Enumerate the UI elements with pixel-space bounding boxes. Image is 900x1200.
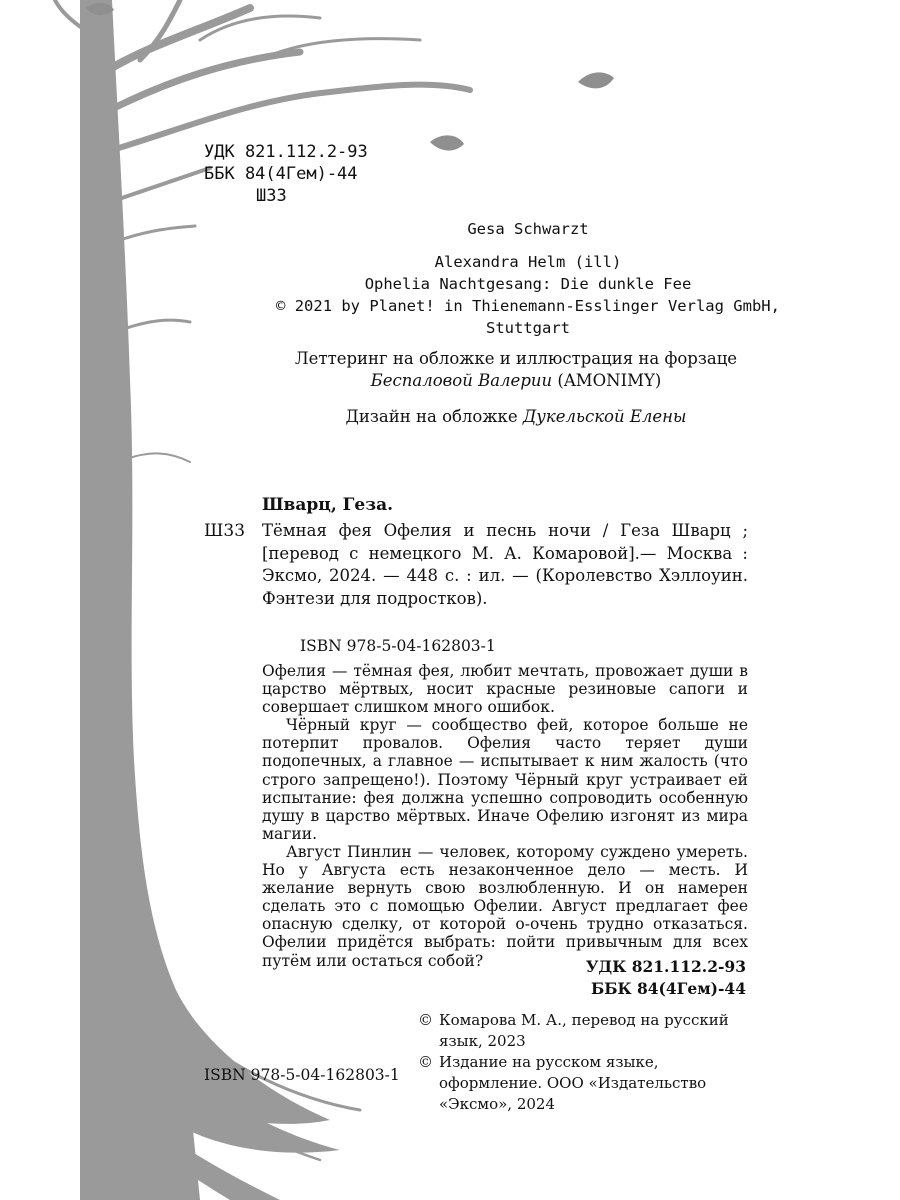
edition-copyright-text: Издание на русском языке, оформление. ООО «Издательство «Эксмо», 2024 — [439, 1053, 707, 1113]
tree-branch — [116, 168, 210, 200]
tree-branch — [140, 0, 180, 60]
original-copyright: © 2021 by Planet! in Thienemann-Esslinger Verlag GmbH, — [276, 297, 780, 315]
translation-copyright-text: Комарова М. А., перевод на русский язык, 2023 — [439, 1011, 729, 1050]
copyright-mark: © — [418, 1053, 433, 1071]
cover-design-label: Дизайн на обложке — [345, 407, 523, 426]
annotation-paragraph: Офелия — тёмная фея, любит мечтать, провожает души в царство мёртвых, носит красные резиновые сапоги и совершает слишком много ошибок. — [262, 662, 748, 717]
tree-branch — [108, 8, 250, 70]
catalog-isbn: ISBN 978-5-04-162803-1 — [300, 637, 496, 655]
annotation-paragraph: Чёрный круг — сообщество фей, которое больше не потерпит провалов. Офелия часто теряет души подопечных, а главное — испытывает к ним жалость (что строго запрещено!). Поэтому Чёрный круг устраивает ей испытание: фея должна успешно сопроводить особенную душу в царство мёртвых. Иначе Офелию изгонят из мира магии. — [262, 716, 748, 843]
tree-branch — [120, 320, 190, 330]
annotation — [262, 662, 748, 970]
lettering-artist-name: Беспаловой Валерии — [370, 371, 553, 390]
lettering-artist — [236, 370, 796, 392]
cover-designer-name: Дукельской Елены — [522, 407, 687, 426]
design-credits — [236, 348, 796, 428]
annotation-paragraph: Август Пинлин — человек, которому суждено умереть. Но у Августа есть незаконченное дело — месть. И желание вернуть свою возлюбленную. И он намерен сделать это с помощью Офелии. Август предлагает фее опасную сделку, от которой о-очень трудно отказаться. Офелии придётся выбрать: пойти привычным для всех путём или остаться собой? — [262, 842, 748, 970]
edition-copyright — [418, 1052, 758, 1115]
author-code: Ш33 — [256, 186, 287, 206]
catalog-code: Ш33 — [204, 521, 246, 541]
classification-codes-bottom — [560, 956, 746, 1000]
bbk-code-bottom: ББК 84(4Гем)-44 — [590, 979, 746, 998]
original-copyright-city: Stuttgart — [486, 319, 570, 337]
udk-code: УДК 821.112.2-93 — [204, 142, 368, 162]
catalog-heading: Шварц, Геза. — [262, 495, 394, 515]
lettering-artist-alias: (AMONIMY) — [552, 371, 662, 390]
original-illustrator: Alexandra Helm (ill) — [434, 253, 622, 271]
catalog-description: Тёмная фея Офелия и песнь ночи / Геза Шварц ; [перевод с немецкого М. А. Комаровой].— Москва : Эксмо, 2024. — 448 с. : ил. — (Королевство Хэллоуин. Фэнтези для подростков). — [262, 521, 748, 608]
bbk-code: ББК 84(4Гем)-44 — [204, 164, 358, 184]
copyright-block — [418, 1010, 758, 1115]
lettering-credit: Леттеринг на обложке и иллюстрация на форзаце — [294, 349, 738, 368]
original-author: Gesa Schwarzt — [467, 220, 589, 238]
original-edition — [268, 218, 788, 339]
tree-branch — [120, 226, 195, 240]
copyright-mark: © — [418, 1011, 433, 1029]
tree-branch — [124, 453, 190, 462]
classification-codes — [204, 141, 368, 207]
isbn-bottom: ISBN 978-5-04-162803-1 — [204, 1066, 400, 1084]
leaf-icon — [578, 72, 614, 88]
udk-code-bottom: УДК 821.112.2-93 — [585, 957, 746, 976]
leaf-icon — [430, 135, 464, 150]
translation-copyright — [418, 1010, 758, 1052]
cover-design-credit — [236, 406, 796, 428]
original-title: Ophelia Nachtgesang: Die dunkle Fee — [364, 275, 692, 293]
